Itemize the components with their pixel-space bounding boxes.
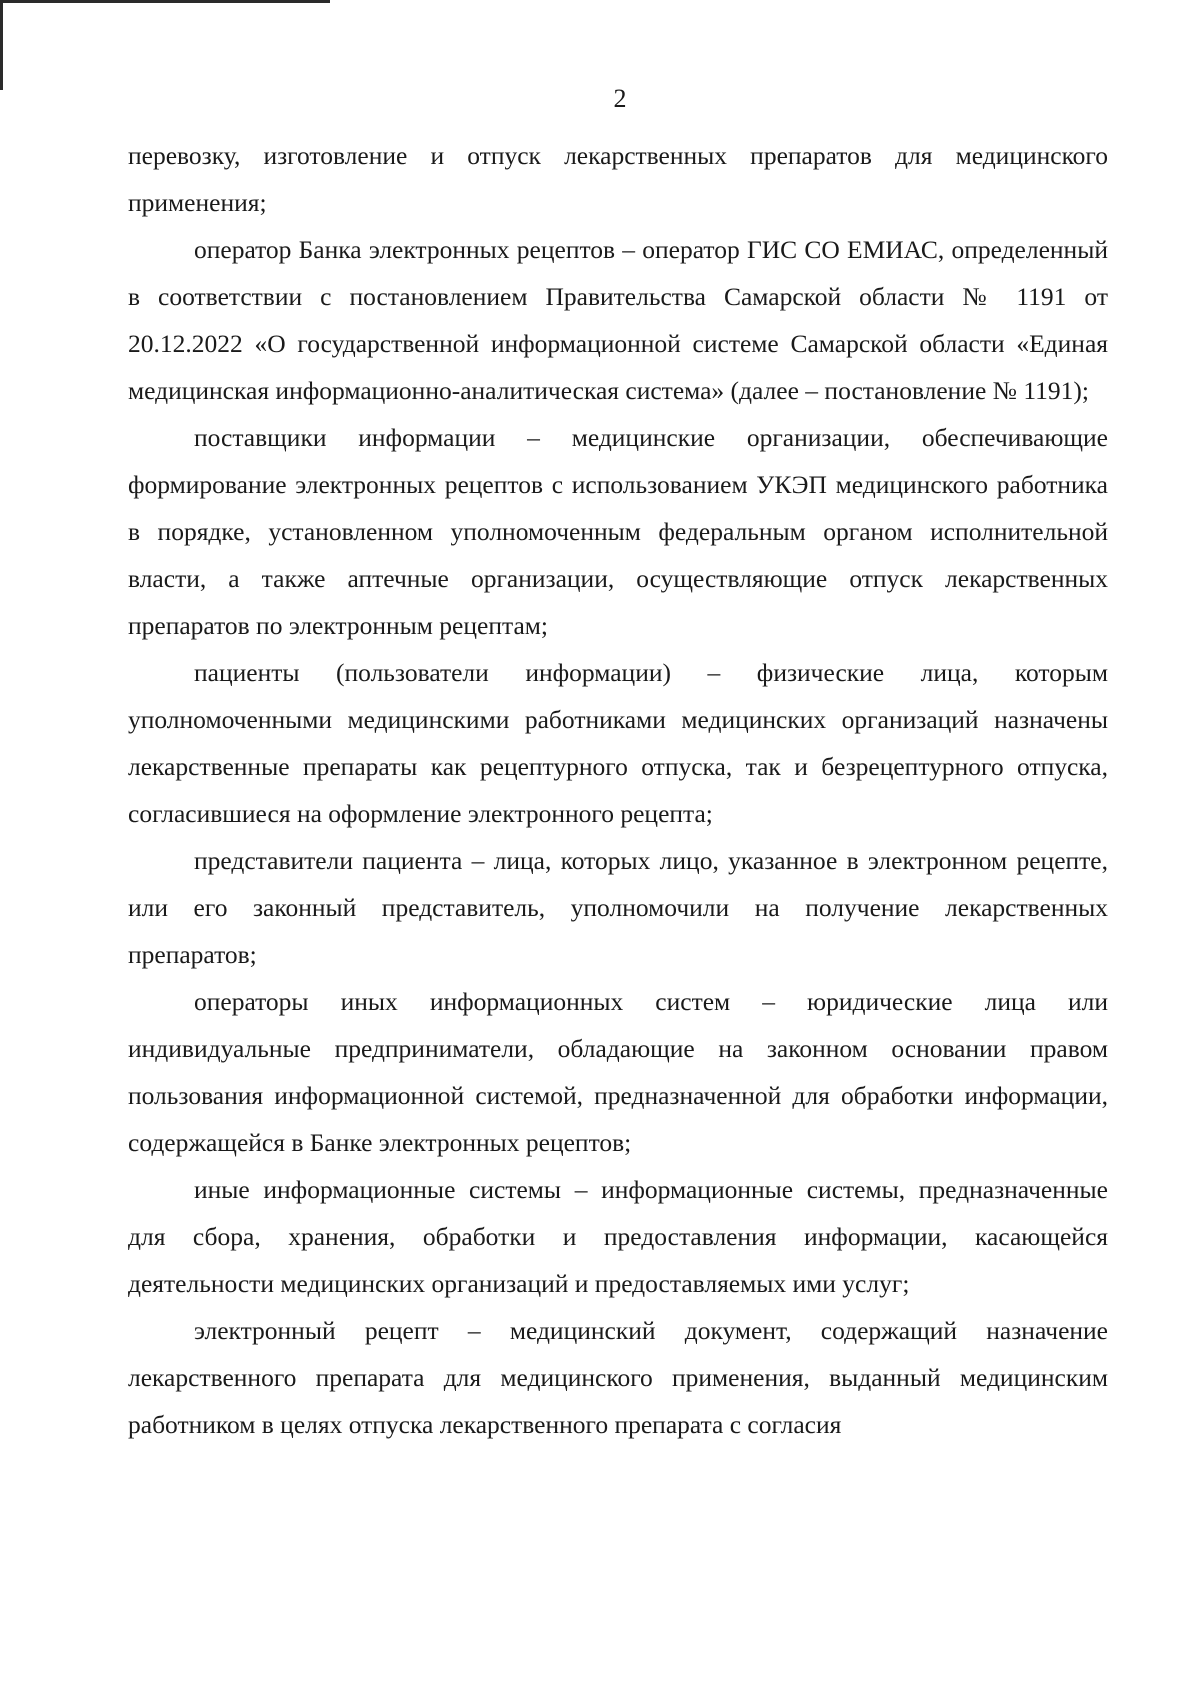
scan-edge-left bbox=[0, 0, 3, 90]
paragraph-other-system-operators: операторы иных информационных систем – юридические лица или индивидуальные предприниматели, обладающие на законном основании правом пользования информационной системой, предназначенной для обработки информации, содержащейся в Банке электронных рецептов; bbox=[128, 987, 1108, 1157]
paragraph-patients: пациенты (пользователи информации) – физические лица, которым уполномоченными медицинскими работниками медицинских организаций назначены лекарственные препараты как рецептурного отпуска, так и безрецептурного отпуска, согласившиеся на оформление электронного рецепта; bbox=[128, 658, 1108, 828]
paragraph-info-suppliers: поставщики информации – медицинские организации, обеспечивающие формирование электронных рецептов с использованием УКЭП медицинского работника в порядке, установленном уполномоченным федеральным органом исполнительной власти, а также аптечные организации, осуществляющие отпуск лекарственных препаратов по электронным рецептам; bbox=[128, 423, 1108, 640]
paragraph-electronic-prescription: электронный рецепт – медицинский документ, содержащий назначение лекарственного препарата для медицинского применения, выданный медицинским работником в целях отпуска лекарственного препарата с согласия bbox=[128, 1316, 1108, 1439]
page-number: 2 bbox=[613, 84, 627, 113]
paragraph-ebr-operator: оператор Банка электронных рецептов – оператор ГИС СО ЕМИАС, определенный в соответствии с постановлением Правительства Самарской области № 1191 от 20.12.2022 «О государственной информационной системе Самарской области «Единая медицинская информационно-аналитическая система» (далее – постановление № 1191); bbox=[128, 235, 1108, 405]
paragraph-other-info-systems: иные информационные системы – информационные системы, предназначенные для сбора, хранения, обработки и предоставления информации, касающейся деятельности медицинских организаций и предоставляемых ими услуг; bbox=[128, 1175, 1108, 1298]
paragraph-continuation: перевозку, изготовление и отпуск лекарственных препаратов для медицинского применения; bbox=[128, 141, 1108, 217]
scan-edge-top bbox=[0, 0, 330, 3]
document-body bbox=[128, 132, 1108, 1448]
paragraph-patient-representatives: представители пациента – лица, которых лицо, указанное в электронном рецепте, или его законный представитель, уполномочили на получение лекарственных препаратов; bbox=[128, 846, 1108, 969]
